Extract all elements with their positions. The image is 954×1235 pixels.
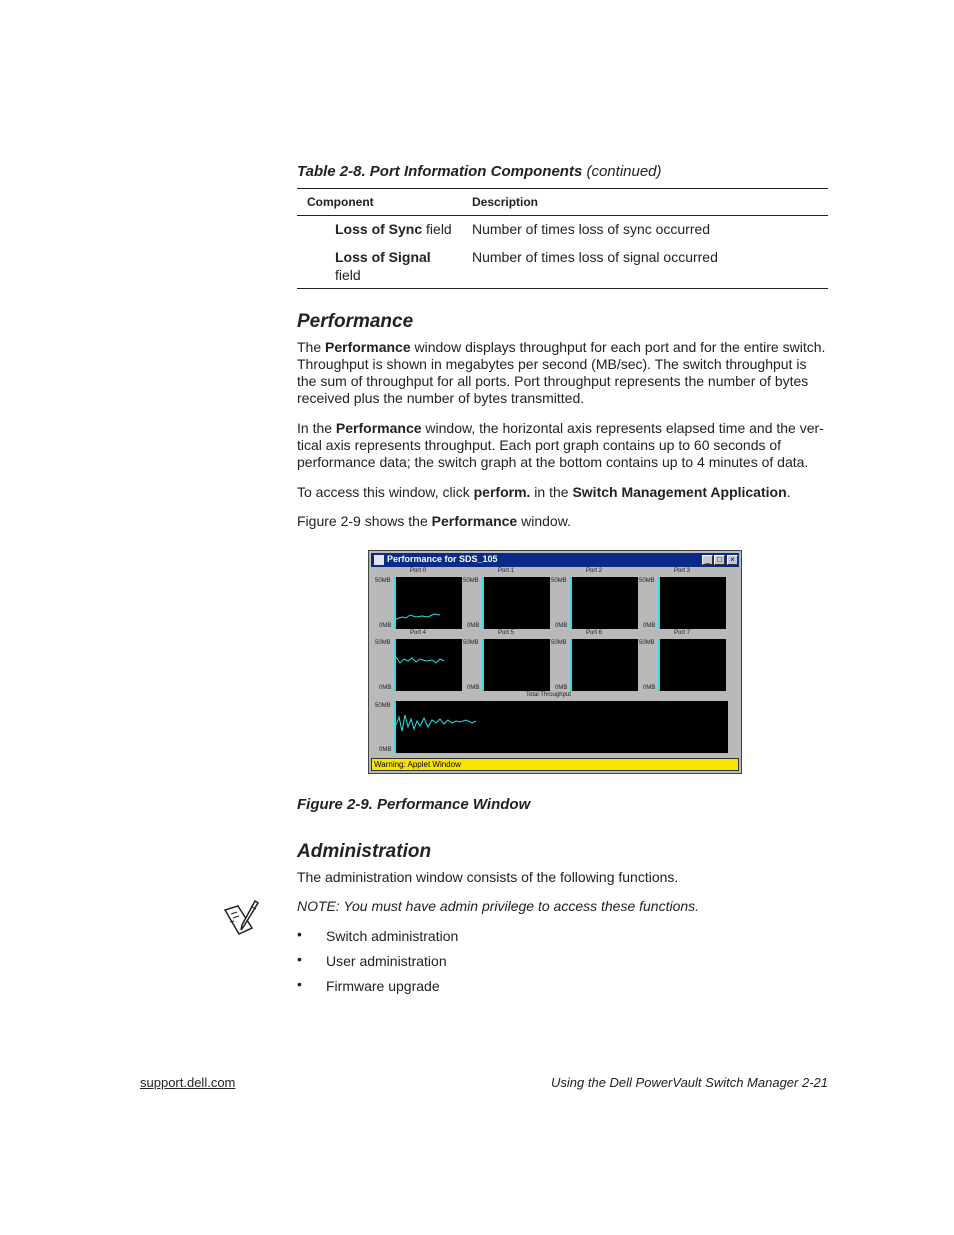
list-item: Switch administration [326,928,459,944]
minimize-button[interactable]: _ [702,555,713,565]
y-min-label: 0MB [467,623,480,629]
performance-paragraph-1: The Performance window displays throughput for each port and for the entire switch. Throughput is shown in megabytes per second (MB/sec). The switch throughput is the sum of throughput for all ports. Port throughput represents the number of bytes received plus the number of bytes transmitted. [297,339,826,406]
list-item: User administration [326,953,447,969]
throughput-trace [396,701,728,753]
table-bottom-rule [297,288,828,289]
port-graph [482,577,550,629]
performance-paragraph-2: In the Performance window, the horizontal axis represents elapsed time and the ver-tical axis represents throughput. Each port graph contains up to 60 seconds of performance data; the switch graph at the bottom contains up to 4 minutes of data. [297,420,824,470]
y-max-label: 50MB [551,578,567,584]
bullet-icon: • [297,976,302,992]
y-max-label: 50MB [551,640,567,646]
y-min-label: 0MB [467,685,480,691]
y-max-label: 50MB [375,578,391,584]
port-label: Port 3 [674,568,691,574]
administration-heading: Administration [297,841,432,862]
y-min-label: 0MB [643,623,656,629]
table-row-description: Number of times loss of sync occurred [472,221,711,237]
total-throughput-graph [394,701,728,753]
port-graph [570,639,638,691]
port-graph [658,639,726,691]
port-graph [482,639,550,691]
col-header-description: Description [472,195,539,209]
footer-support-link[interactable]: support.dell.com [140,1075,236,1090]
performance-paragraph-3: To access this window, click perform. in the Switch Management Application. [297,484,791,500]
table-header-rule [297,215,828,216]
port-label: Port 1 [498,568,515,574]
table-row-description: Number of times loss of signal occurred [472,249,718,265]
list-item: Firmware upgrade [326,978,440,994]
y-min-label: 0MB [379,685,392,691]
y-max-label: 50MB [639,578,655,584]
table-row-component: Loss of Signal field [335,249,431,283]
port-graph [394,577,462,629]
col-header-component: Component [307,195,374,209]
y-max-label: 50MB [375,640,391,646]
y-max-label: 50MB [463,640,479,646]
figure-caption: Figure 2-9. Performance Window [297,796,531,813]
port-label: Port 6 [586,630,603,636]
y-min-label: 0MB [555,685,568,691]
window-titlebar [371,553,739,567]
y-max-label: 50MB [639,640,655,646]
admin-note: NOTE: You must have admin privilege to access these functions. [297,898,700,914]
table-caption: Table 2-8. Port Information Components (continued) [297,163,662,180]
y-min-label: 0MB [379,747,392,753]
footer-page-info: Using the Dell PowerVault Switch Manager 2-21 [551,1075,828,1090]
window-title: Performance for SDS_105 [387,554,498,564]
total-throughput-label: Total Throughput [526,692,571,698]
port-label: Port 2 [586,568,603,574]
table-top-rule [297,188,828,189]
throughput-trace [396,577,462,629]
y-min-label: 0MB [643,685,656,691]
port-label: Port 0 [410,568,427,574]
throughput-trace [396,639,462,691]
y-max-label: 50MB [463,578,479,584]
bullet-icon: • [297,951,302,967]
port-graph [570,577,638,629]
performance-window-screenshot [368,550,742,774]
maximize-button[interactable]: □ [714,555,725,565]
administration-intro: The administration window consists of the following functions. [297,869,679,885]
applet-warning-bar: Warning: Applet Window [371,758,739,771]
y-max-label: 50MB [375,703,391,709]
app-icon [374,555,384,565]
y-min-label: 0MB [555,623,568,629]
port-label: Port 7 [674,630,691,636]
note-pencil-icon [222,900,262,938]
table-caption-continued: (continued) [586,163,662,180]
port-graph [658,577,726,629]
performance-paragraph-4: Figure 2-9 shows the Performance window. [297,513,571,529]
y-min-label: 0MB [379,623,392,629]
bullet-icon: • [297,926,302,942]
close-button[interactable]: × [727,555,738,565]
port-label: Port 4 [410,630,427,636]
port-label: Port 5 [498,630,515,636]
port-graph [394,639,462,691]
performance-heading: Performance [297,311,414,332]
table-row-component: Loss of Sync field [335,221,452,237]
